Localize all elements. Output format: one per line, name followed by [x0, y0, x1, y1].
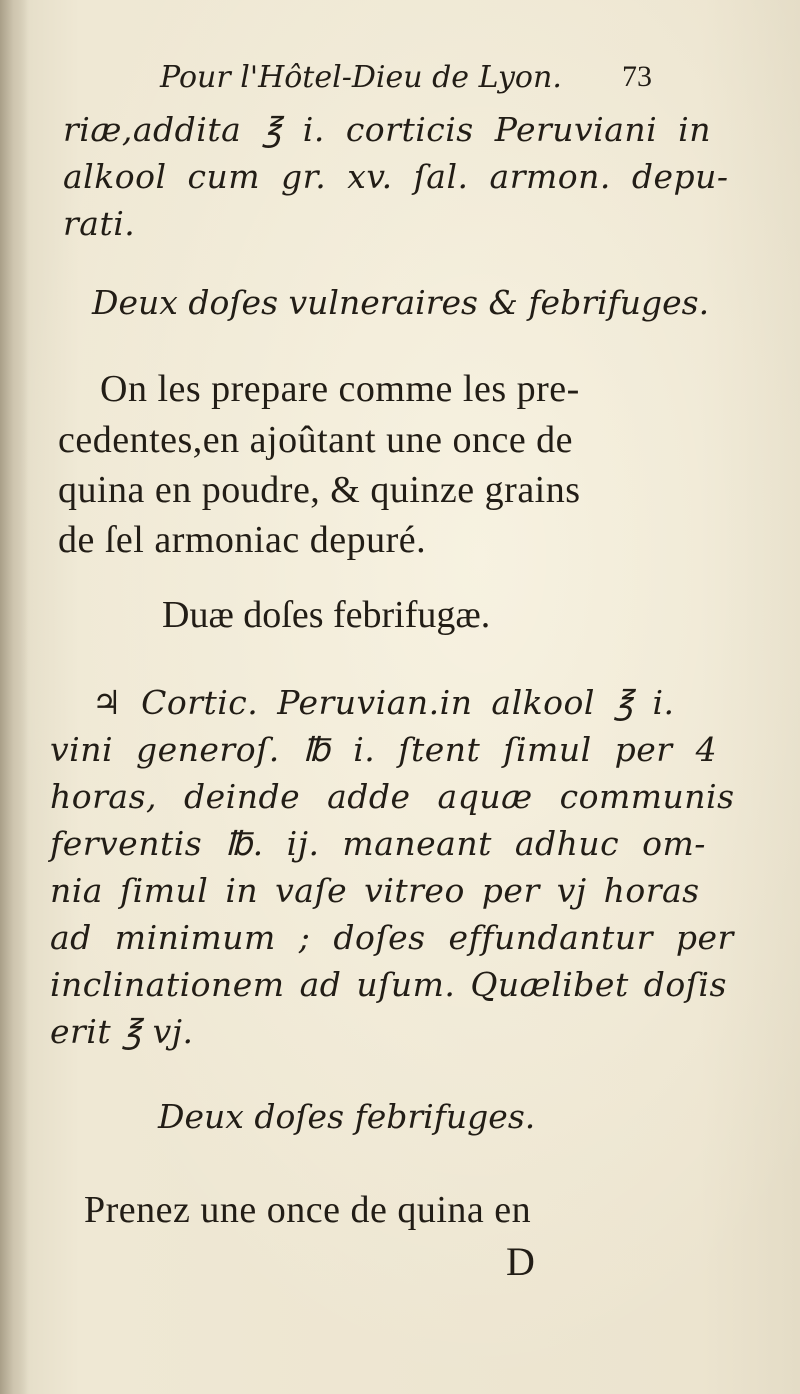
- text-line: alkool cum gr. xv. ſal. armon. depu-: [63, 157, 729, 196]
- text-line: de ſel armoniac depuré.: [58, 519, 427, 561]
- text-line: vini generoſ. ℔ i. ſtent ſimul per 4: [50, 730, 718, 769]
- text-line: erit ℥ vj.: [50, 1012, 194, 1051]
- page-number: 73: [622, 60, 652, 93]
- text-line: On les prepare comme les pre-: [100, 368, 580, 410]
- text-line: horas, deinde adde aquæ communis: [50, 777, 735, 816]
- signature-mark: D: [506, 1239, 535, 1284]
- text-line: cedentes,en ajoûtant une once de: [58, 419, 574, 461]
- text-line: riæ,addita ℥ i. corticis Peruviani in: [63, 110, 711, 149]
- section-title: Deux doſes vulneraires & febrifuges.: [92, 283, 710, 322]
- text-line: rati.: [63, 204, 136, 243]
- text-line: inclinationem ad uſum. Quælibet doſis: [50, 965, 727, 1004]
- book-gutter: [0, 0, 28, 1394]
- text-line: ad minimum ; doſes effundantur per: [50, 918, 734, 957]
- running-head: Pour l'Hôtel-Dieu de Lyon.: [160, 60, 562, 95]
- text-line: ♃ Cortic. Peruvian.in alkool ℥ i.: [92, 683, 675, 722]
- text-line: Prenez une once de quina en: [84, 1189, 532, 1231]
- text-line: ferventis ℔. ij. maneant adhuc om-: [50, 824, 706, 863]
- text-line: quina en poudre, & quinze grains: [58, 469, 581, 511]
- text-line: nia ſimul in vaſe vitreo per vj horas: [50, 871, 700, 910]
- section-title: Deux doſes febrifuges.: [158, 1097, 536, 1136]
- section-title: Duæ doſes febrifugæ.: [162, 594, 491, 636]
